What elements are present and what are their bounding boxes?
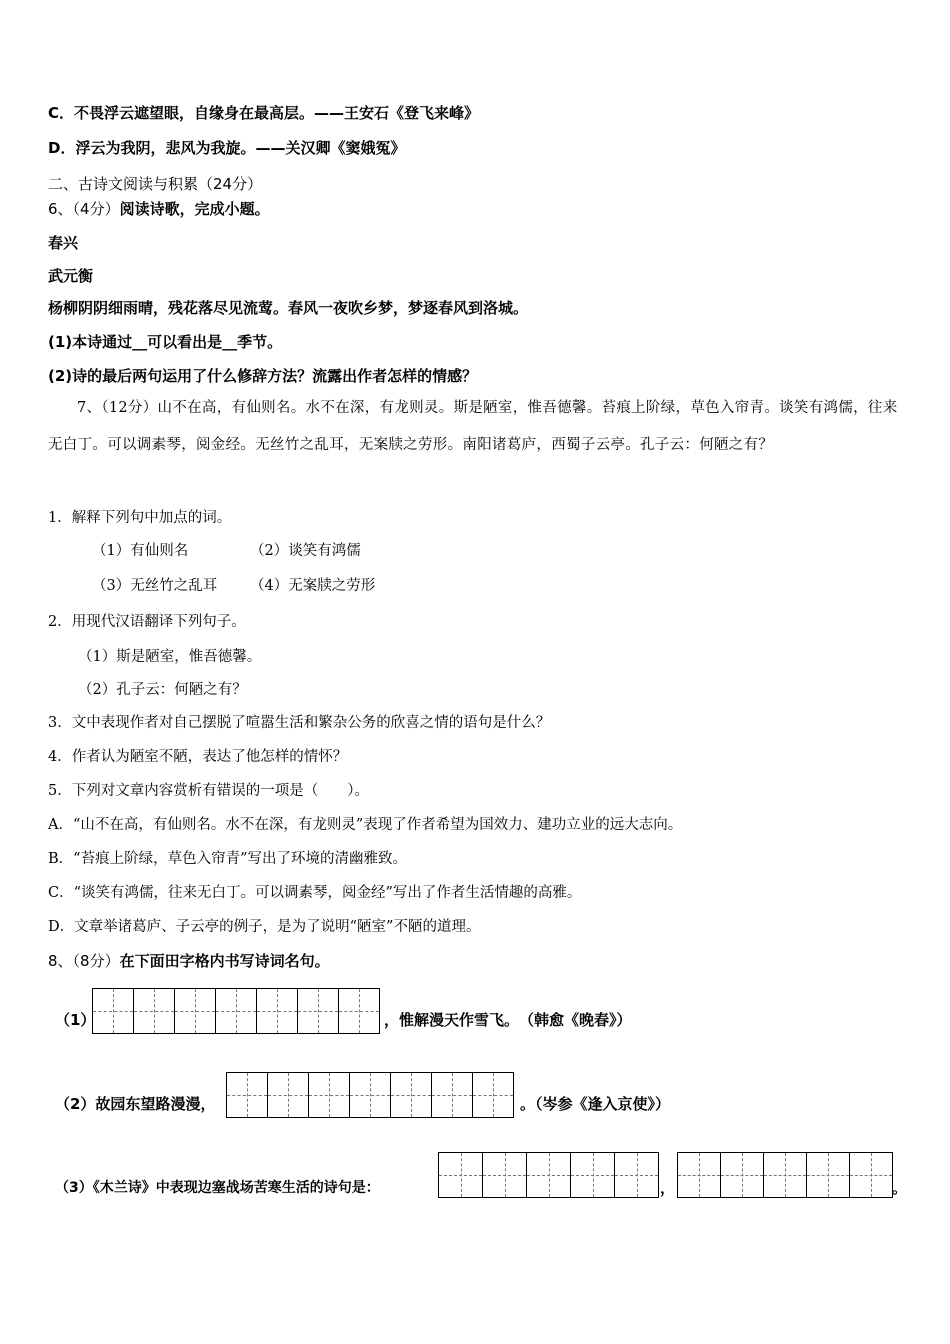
option-c: C．不畏浮云遮望眼，自缘身在最高层。——王安石《登飞来峰》 [48,104,480,122]
q7-option-a: A．“山不在高，有仙则名。水不在深，有龙则灵”表现了作者希望为国效力、建功立业的远大志向。 [48,817,683,833]
grid-cell[interactable] [850,1153,893,1197]
q7-sub-2-a: （1）斯是陋室，惟吾德馨。 [78,649,262,665]
question-8-prompt: 在下面田字格内书写诗词名句。 [119,952,330,970]
poem-question-2: (2)诗的最后两句运用了什么修辞方法？流露出作者怎样的情感？ [48,367,478,385]
grid-cell[interactable] [678,1153,721,1197]
q7-sub-1: 1．解释下列句中加点的词。 [48,510,232,526]
grid-cell[interactable] [298,989,339,1033]
q7-option-d: D．文章举诸葛庐、子云亭的例子，是为了说明“陋室”不陋的道理。 [48,919,481,935]
section-2-title: 二、古诗文阅读与积累（24分） [48,175,263,193]
grid-cell[interactable] [527,1153,571,1197]
grid-cell[interactable] [764,1153,807,1197]
q7-sub-3: 3．文中表现作者对自己摆脱了喧嚣生活和繁杂公务的欣喜之情的语句是什么？ [48,715,551,731]
grid-cell[interactable] [391,1073,432,1117]
q8-item-3-comma: ， [660,1179,676,1197]
q7-option-b: B．“苔痕上阶绿，草色入帘青”写出了环境的清幽雅致。 [48,851,407,867]
question-8 [48,951,330,971]
q8-item-3-grid-1[interactable] [438,1152,659,1198]
question-6-prompt: 阅读诗歌，完成小题。 [119,200,270,218]
grid-cell[interactable] [134,989,175,1033]
q7-sub-1-d: （4）无案牍之劳形 [250,578,376,594]
grid-cell[interactable] [268,1073,309,1117]
grid-cell[interactable] [350,1073,391,1117]
poem-author: 武元衡 [48,267,94,285]
q7-sub-1-b: （2）谈笑有鸿儒 [250,543,361,559]
grid-cell[interactable] [473,1073,514,1117]
grid-cell[interactable] [721,1153,764,1197]
q8-item-2-before: （2）故园东望路漫漫， [55,1095,216,1113]
poem-question-1: (1)本诗通过__可以看出是__季节。 [48,333,283,351]
q7-sub-5: 5．下列对文章内容赏析有错误的一项是（ ）。 [48,783,369,799]
q8-item-3-before: （3）《木兰诗》中表现边塞战场苦寒生活的诗句是： [55,1180,380,1196]
question-8-number: 8、（8分） [48,952,120,970]
q8-item-3-end: 。 [892,1179,908,1197]
question-6-number: 6、（4分） [48,200,120,218]
q8-item-3-grid-2[interactable] [677,1152,893,1198]
grid-cell[interactable] [571,1153,615,1197]
grid-cell[interactable] [439,1153,483,1197]
grid-cell[interactable] [93,989,134,1033]
grid-cell[interactable] [216,989,257,1033]
grid-cell[interactable] [175,989,216,1033]
q7-sub-4: 4．作者认为陋室不陋，表达了他怎样的情怀？ [48,749,348,765]
grid-cell[interactable] [257,989,298,1033]
q8-item-1-label: （1） [55,1011,96,1029]
grid-cell[interactable] [432,1073,473,1117]
question-6 [48,199,270,219]
q7-sub-1-a: （1）有仙则名 [92,543,189,559]
q7-sub-2-b: （2）孔子云：何陋之有？ [78,682,247,698]
q8-item-1-text: ，惟解漫天作雪飞。 （韩愈《晚春》） [384,1011,632,1029]
option-d: D．浮云为我阴，悲风为我旋。——关汉卿《窦娥冤》 [48,139,406,157]
q7-sub-1-c: （3）无丝竹之乱耳 [92,578,218,594]
q8-item-2-after: 。（岑参《逢入京使》） [520,1095,671,1113]
question-7-passage: 7、（12分）山不在高，有仙则名。水不在深，有龙则灵。斯是陋室，惟吾德馨。苔痕上阶绿，草色入帘青。谈笑有鸿儒，往来无白丁。可以调素琴，阅金经。无丝竹之乱耳，无案牍之劳形。南阳诸葛庐，西蜀子云亭。孔子云：何陋之有？ [48,400,898,453]
grid-cell[interactable] [309,1073,350,1117]
q8-item-2-grid[interactable] [226,1072,514,1118]
grid-cell[interactable] [615,1153,659,1197]
poem-text: 杨柳阴阴细雨晴，残花落尽见流莺。春风一夜吹乡梦，梦逐春风到洛城。 [48,299,529,317]
poem-title: 春兴 [48,234,79,252]
grid-cell[interactable] [483,1153,527,1197]
q8-item-1-grid[interactable] [92,988,380,1034]
grid-cell[interactable] [807,1153,850,1197]
grid-cell[interactable] [339,989,380,1033]
grid-cell[interactable] [227,1073,268,1117]
q7-option-c: C．“谈笑有鸿儒，往来无白丁。可以调素琴，阅金经”写出了作者生活情趣的高雅。 [48,885,582,901]
q7-sub-2: 2．用现代汉语翻译下列句子。 [48,614,246,630]
